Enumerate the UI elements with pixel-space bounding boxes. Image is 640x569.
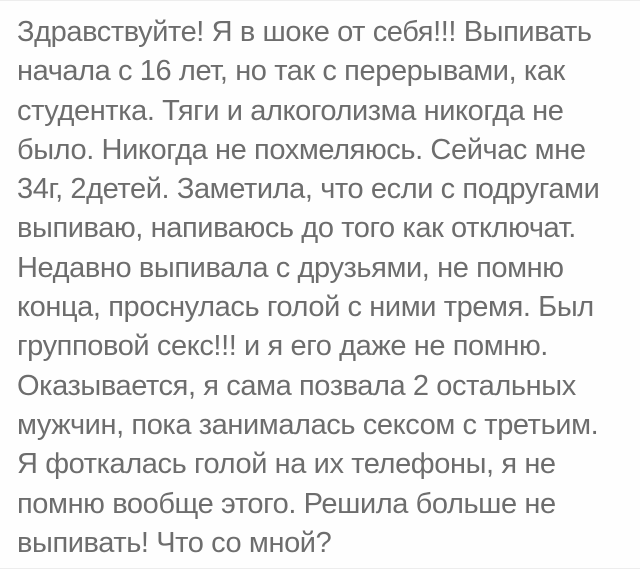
post-text-block xyxy=(0,1,640,563)
text-line: Здравствуйте! Я в шоке от себя!!! Выпивать xyxy=(17,16,592,48)
text-line: Я фоткалась голой на их телефоны, я не xyxy=(17,448,556,481)
text-line: 34г, 2детей. Заметила, что если с подругами xyxy=(17,173,600,206)
text-line: мужчин, пока занималась сексом с третьим. xyxy=(17,408,599,441)
text-line: было. Никогда не похмеляюсь. Сейчас мне xyxy=(17,133,586,166)
text-line: групповой секс!!! и я его даже не помню. xyxy=(17,330,548,363)
text-line: выпиваю, напиваюсь до того как отключат. xyxy=(17,212,576,245)
text-line: начала с 16 лет, но так с перерывами, как xyxy=(17,55,565,88)
text-line: Недавно выпивала с друзьями, не помню xyxy=(17,251,564,284)
text-line: конца, проснулась голой с ними тремя. Был xyxy=(17,291,594,324)
text-line: студентка. Тяги и алкоголизма никогда не xyxy=(17,94,564,127)
text-line: выпивать! Что со мной? xyxy=(17,526,332,559)
text-line: помню вообще этого. Решила больше не xyxy=(17,487,556,520)
text-line: Оказывается, я сама позвала 2 остальных xyxy=(17,369,576,402)
